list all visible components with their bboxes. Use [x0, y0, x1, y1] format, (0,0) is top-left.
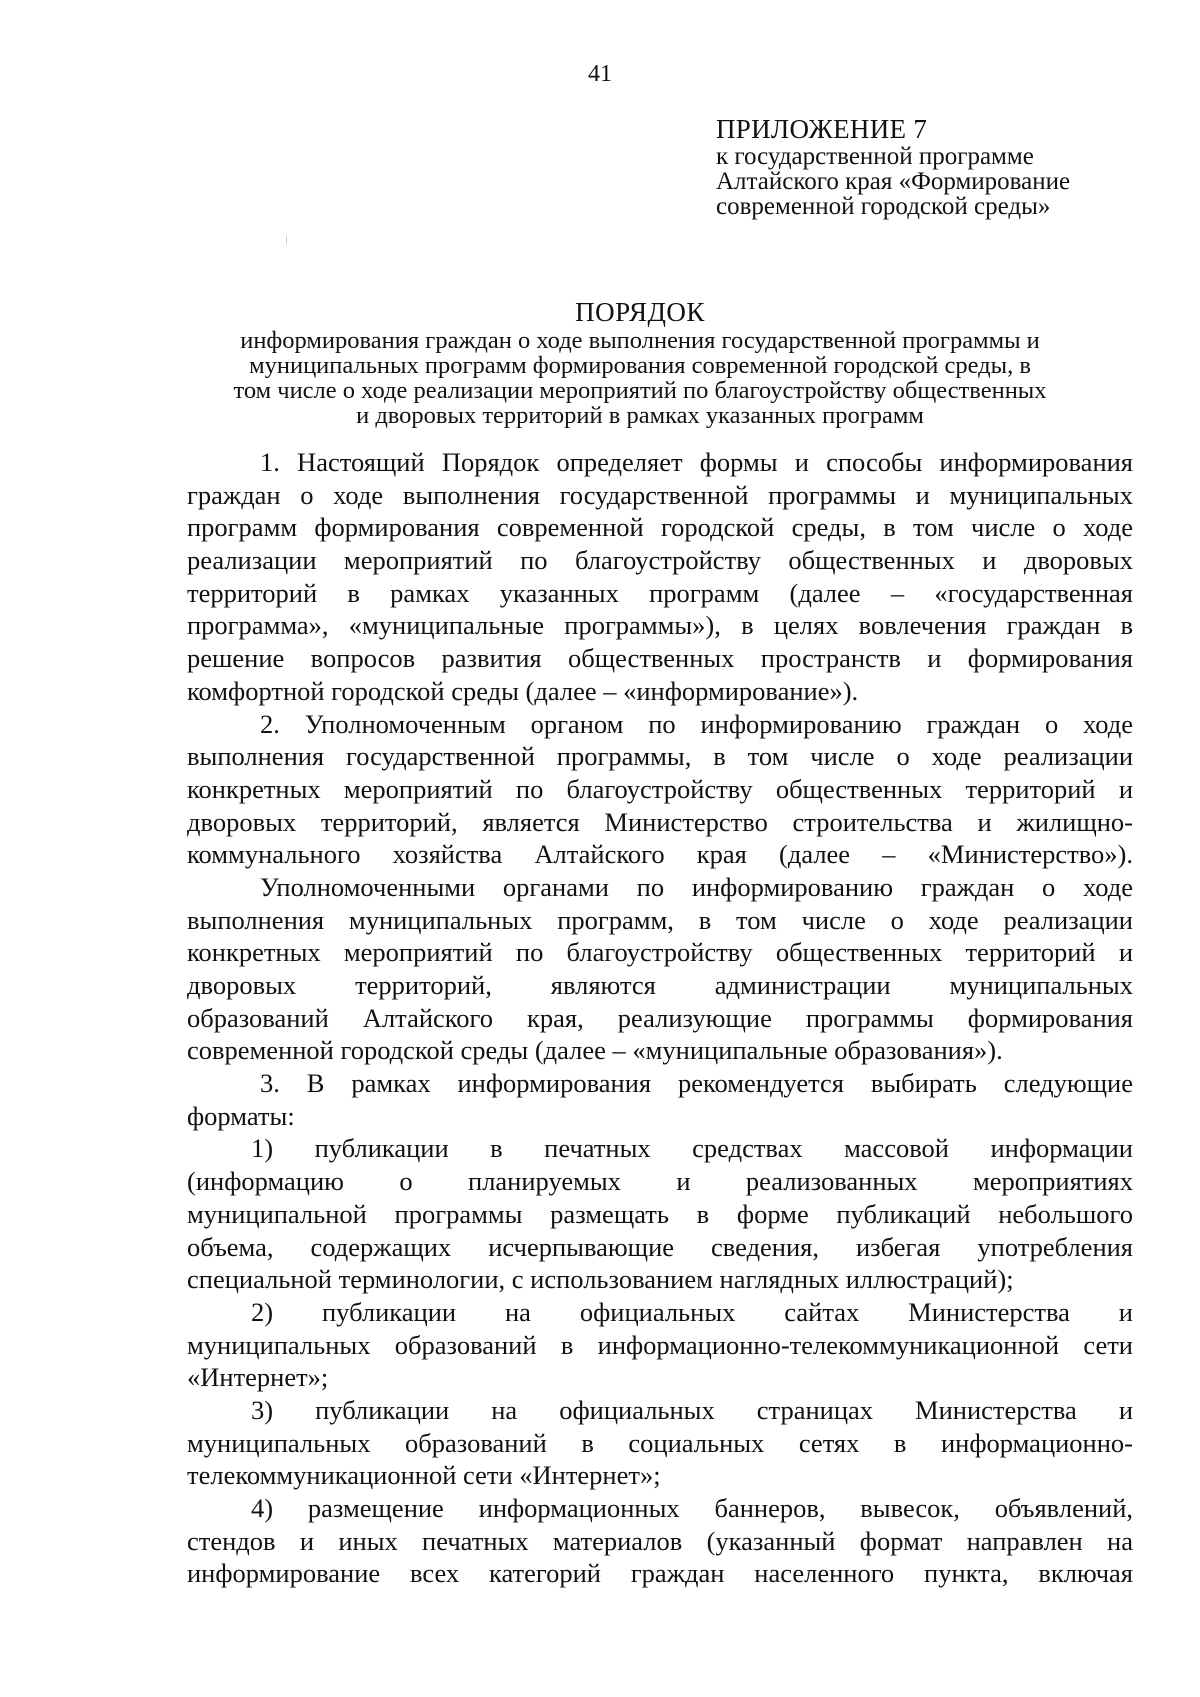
paragraph-3-line: образований Алтайского края, реализующие программы формирования	[187, 1002, 1133, 1033]
paragraph-2-line: конкретных мероприятий по благоустройству общественных территорий и	[187, 773, 1133, 804]
list-item-3-line: муниципальных образований в социальных сетях в информационно-	[187, 1427, 1133, 1458]
paragraph-1-line: 1. Настоящий Порядок определяет формы и способы информирования	[260, 447, 1133, 477]
document-heading	[140, 296, 1140, 428]
heading-title: ПОРЯДОК	[575, 297, 705, 327]
appendix-block	[716, 114, 1156, 219]
paragraph-2-line: коммунального хозяйства Алтайского края (далее – «Министерство»).	[187, 839, 1133, 870]
list-item-1-line: специальной терминологии, с использованием наглядных иллюстраций);	[187, 1264, 1014, 1295]
heading-line: муниципальных программ формирования современной городской среды, в	[249, 352, 1031, 379]
paragraph-3-line: Уполномоченными органами по информированию граждан о ходе	[260, 871, 1133, 902]
heading-line: том числе о ходе реализации мероприятий по благоустройству общественных	[233, 377, 1047, 404]
paragraph-2-line: выполнения государственной программы, в том числе о ходе реализации	[187, 741, 1133, 772]
appendix-line: Алтайского края «Формирование	[716, 168, 1071, 195]
paragraph-2-line: дворовых территорий, является Министерство строительства и жилищно-	[187, 806, 1133, 837]
list-item-2-line: «Интернет»;	[187, 1362, 329, 1393]
body-text	[187, 446, 1133, 1590]
paragraph-1-line: реализации мероприятий по благоустройству общественных и дворовых	[187, 545, 1133, 576]
list-item-1-line: муниципальной программы размещать в форме публикаций небольшого	[187, 1198, 1133, 1229]
appendix-line: современной городской среды»	[716, 193, 1051, 220]
list-item-2-line: муниципальных образований в информационно-телекоммуникационной сети	[187, 1329, 1133, 1360]
list-item-1-line: 1) публикации в печатных средствах массовой информации	[251, 1133, 1133, 1164]
paragraph-3-line: современной городской среды (далее – «муниципальные образования»).	[187, 1035, 1003, 1066]
paragraph-4-line: 3. В рамках информирования рекомендуется выбирать следующие	[260, 1068, 1133, 1099]
paragraph-3-line: выполнения муниципальных программ, в том числе о ходе реализации	[187, 904, 1133, 935]
list-item-4-line: 4) размещение информационных баннеров, вывесок, объявлений,	[251, 1493, 1133, 1523]
appendix-title: ПРИЛОЖЕНИЕ 7	[716, 114, 928, 144]
list-item-2-line: 2) публикации на официальных сайтах Министерства и	[251, 1296, 1133, 1327]
paragraph-3-line: дворовых территорий, являются администрации муниципальных	[187, 970, 1133, 1000]
scan-mark	[286, 236, 287, 244]
paragraph-4-line: форматы:	[187, 1100, 295, 1131]
page-number: 41	[588, 61, 612, 87]
paragraph-2-line: 2. Уполномоченным органом по информированию граждан о ходе	[260, 708, 1133, 739]
heading-line: информирования граждан о ходе выполнения государственной программы и	[240, 327, 1040, 354]
appendix-line: к государственной программе	[716, 143, 1034, 170]
paragraph-1-line: граждан о ходе выполнения государственной программы и муниципальных	[187, 479, 1133, 510]
list-item-1-line: (информацию о планируемых и реализованных мероприятиях	[187, 1166, 1133, 1197]
paragraph-3-line: конкретных мероприятий по благоустройству общественных территорий и	[187, 937, 1133, 968]
heading-line: и дворовых территорий в рамках указанных программ	[356, 402, 924, 429]
list-item-3-line: телекоммуникационной сети «Интернет»;	[187, 1460, 661, 1491]
paragraph-1-line: территорий в рамках указанных программ (далее – «государственная	[187, 577, 1133, 608]
paragraph-1-line: программа», «муниципальные программы»), в целях вовлечения граждан в	[187, 610, 1133, 641]
paragraph-1-line: программ формирования современной городской среды, в том числе о ходе	[187, 512, 1133, 543]
list-item-4-line: информирование всех категорий граждан населенного пункта, включая	[187, 1558, 1133, 1589]
paragraph-1-line: комфортной городской среды (далее – «информирование»).	[187, 675, 859, 706]
list-item-3-line: 3) публикации на официальных страницах Министерства и	[251, 1394, 1133, 1425]
list-item-1-line: объема, содержащих исчерпывающие сведения, избегая употребления	[187, 1231, 1133, 1262]
paragraph-1-line: решение вопросов развития общественных пространств и формирования	[187, 643, 1133, 674]
list-item-4-line: стендов и иных печатных материалов (указанный формат направлен на	[187, 1525, 1133, 1556]
